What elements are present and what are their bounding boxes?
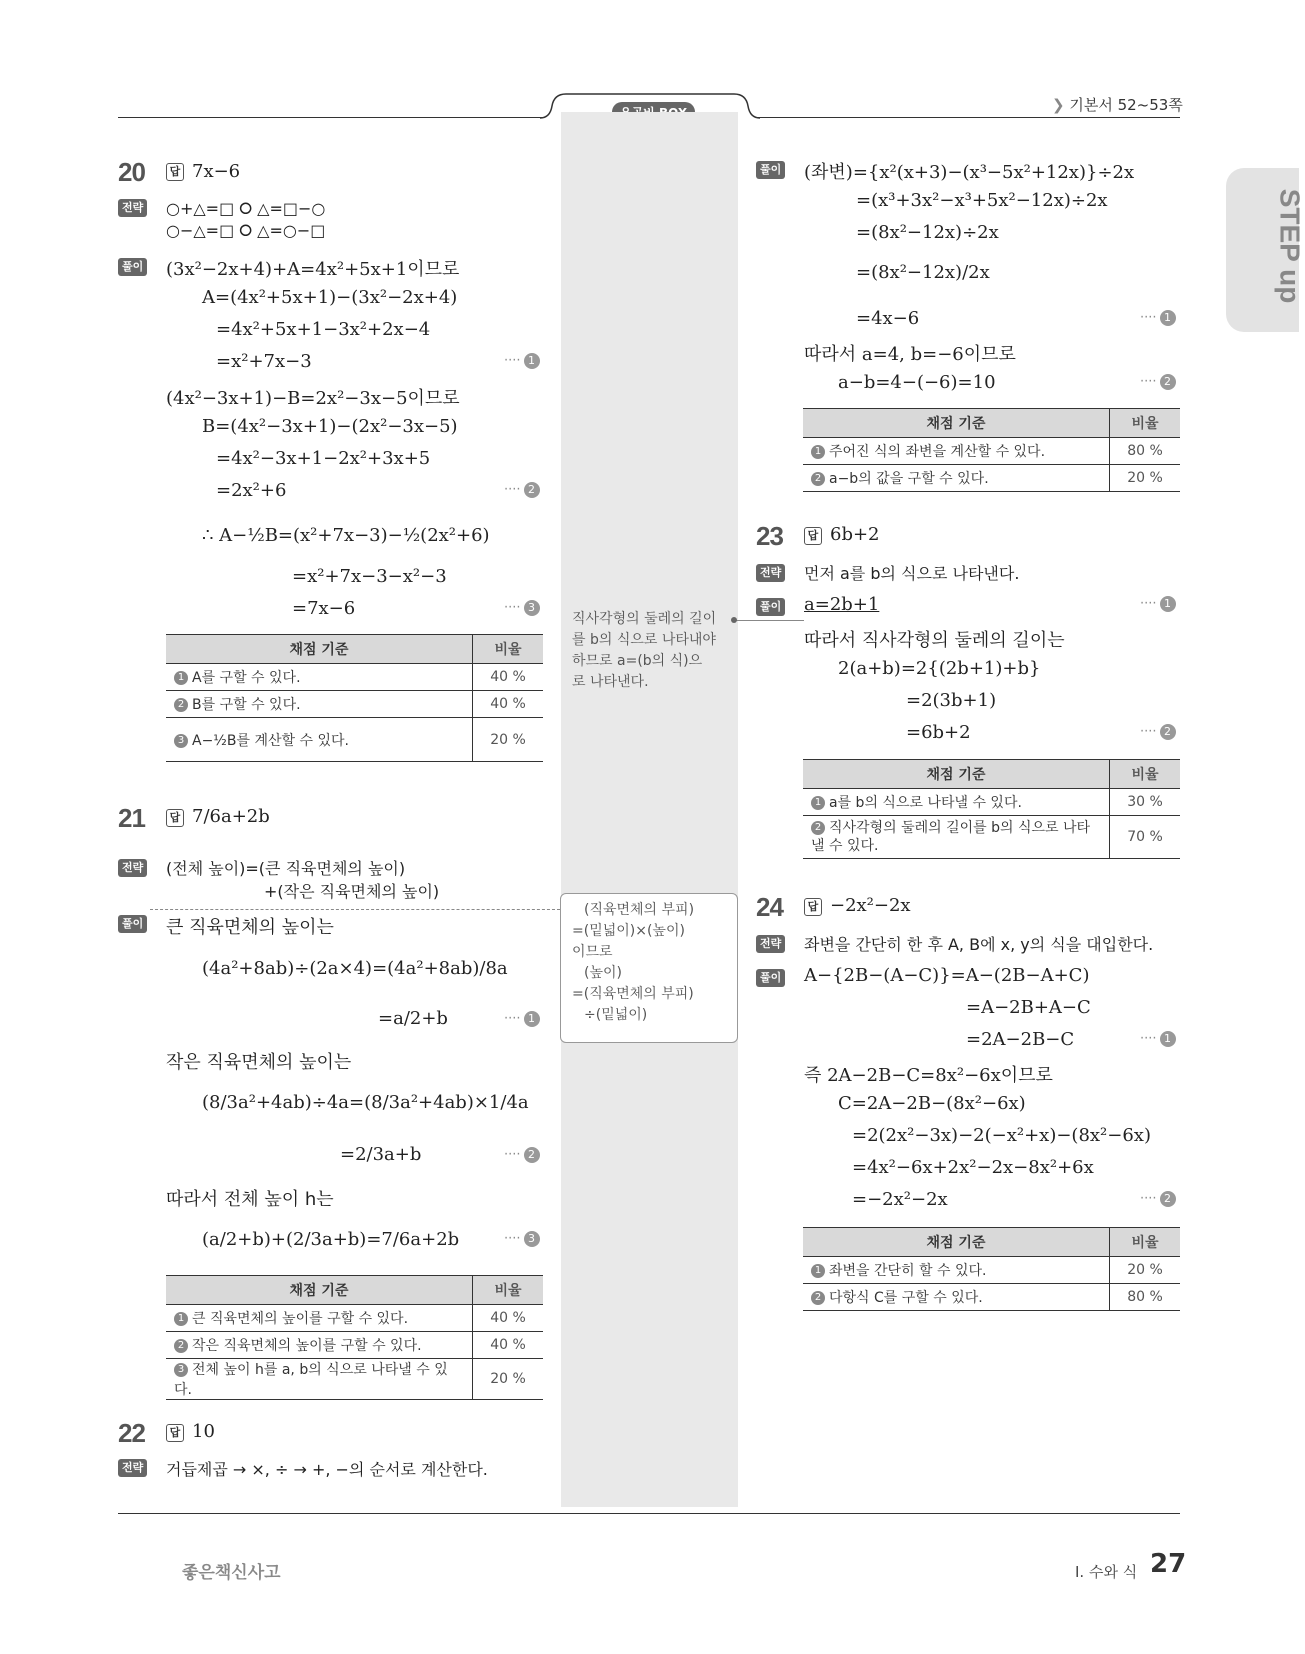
middle-sidebar xyxy=(561,112,738,1507)
sidebar-note: 직사각형의 둘레의 길이 를 b의 식으로 나타내야 하므로 a=(b의 식)으 로 나타낸다. xyxy=(572,611,717,690)
table-row: 2 직사각형의 둘레의 길이를 b의 식으로 나타낼 수 있다. 70 % xyxy=(803,816,1180,859)
solution-line: (좌변)={x²(x+3)−(x³−5x²+12x)}÷2x xyxy=(804,162,1135,183)
solution-line: =4x²+5x+1−3x²+2x−4 xyxy=(216,319,431,340)
solution-line: (4x²−3x+1)−B=2x²−3x−5이므로 xyxy=(166,388,460,409)
answer-badge: 답 xyxy=(804,898,822,916)
solution-line: A−{2B−(A−C)}=A−(2B−A+C) xyxy=(804,965,1090,986)
solution-line: (4a²+8ab)÷(2a×4)=(4a²+8ab)/8a xyxy=(202,958,508,979)
answer-text: 6b+2 xyxy=(830,524,880,545)
answer-badge: 답 xyxy=(166,809,184,827)
table-row: 1 주어진 식의 좌변을 계산할 수 있다. 80 % xyxy=(803,438,1180,465)
solution-line: =x²+7x−3−x²−3 xyxy=(292,566,447,587)
problem-number: 23 xyxy=(756,521,783,551)
table-row: 2 B를 구할 수 있다. 40 % xyxy=(166,691,543,718)
problem-number: 21 xyxy=(118,803,145,833)
note-dot-icon xyxy=(731,617,737,623)
chevron-right-icon: ❯ xyxy=(1052,96,1065,114)
table-row: 2 a−b의 값을 구할 수 있다. 20 % xyxy=(803,465,1180,492)
answer-badge: 답 xyxy=(166,163,184,181)
solution-line: 따라서 a=4, b=−6이므로 xyxy=(804,344,1016,365)
answer-text: 7/6a+2b xyxy=(192,806,270,827)
solution-line: =−2x²−2x xyxy=(852,1189,948,1210)
solution-line: =(8x²−12x)÷2x xyxy=(856,222,999,243)
answer-badge: 답 xyxy=(804,527,822,545)
step-up-label: STEP up xyxy=(1274,188,1305,304)
answer-text: 10 xyxy=(192,1421,215,1442)
step-marker: ···· 3 xyxy=(504,600,540,616)
table-row: 2 다항식 C를 구할 수 있다. 80 % xyxy=(803,1284,1180,1311)
table-row: 3 전체 높이 h를 a, b의 식으로 나타낼 수 있다. 20 % xyxy=(166,1359,543,1400)
solution-line: =(8x²−12x)/2x xyxy=(856,262,990,283)
solution-line: =2(3b+1) xyxy=(906,690,997,711)
ratio-header: 비율 xyxy=(1110,760,1181,789)
solution-line: =a/2+b xyxy=(378,1008,448,1029)
solution-line: =7x−6 xyxy=(292,598,356,619)
criteria-header: 채점 기준 xyxy=(166,635,473,664)
answer-text: 7x−6 xyxy=(192,161,241,182)
table-row: 1 A를 구할 수 있다. 40 % xyxy=(166,664,543,691)
note-connector xyxy=(734,620,804,621)
header-ref xyxy=(1052,94,1183,115)
solution-line: 작은 직육면체의 높이는 xyxy=(166,1052,352,1073)
ratio-header: 비율 xyxy=(473,1276,544,1305)
strategy-badge: 전략 xyxy=(118,859,147,877)
solution-badge: 풀이 xyxy=(756,598,785,616)
step-marker: ···· 2 xyxy=(1140,724,1176,740)
step-marker: ···· 1 xyxy=(504,353,540,369)
scoring-table xyxy=(803,408,1180,492)
solution-line: 2(a+b)=2{(2b+1)+b} xyxy=(838,658,1041,679)
solution-line: (3x²−2x+4)+A=4x²+5x+1이므로 xyxy=(166,259,460,280)
solution-line: a=2b+1 xyxy=(804,594,880,615)
step-marker: ···· 2 xyxy=(1140,374,1176,390)
table-row: 1 큰 직육면체의 높이를 구할 수 있다. 40 % xyxy=(166,1305,543,1332)
solution-line: B=(4x²−3x+1)−(2x²−3x−5) xyxy=(202,416,458,437)
table-row: 3 A−½B를 계산할 수 있다. 20 % xyxy=(166,718,543,762)
table-row: 1 좌변을 간단히 할 수 있다. 20 % xyxy=(803,1257,1180,1284)
problem-number: 20 xyxy=(118,157,145,187)
header-ref-text: 기본서 52~53쪽 xyxy=(1069,96,1183,114)
scoring-table xyxy=(166,1275,543,1400)
step-marker: ···· 1 xyxy=(1140,596,1176,612)
table-row: 1 a를 b의 식으로 나타낼 수 있다. 30 % xyxy=(803,789,1180,816)
solution-line: 즉 2A−2B−C=8x²−6x이므로 xyxy=(804,1065,1053,1086)
solution-line: (8/3a²+4ab)÷4a=(8/3a²+4ab)×1/4a xyxy=(202,1092,529,1113)
solution-line: =4x²−3x+1−2x²+3x+5 xyxy=(216,448,431,469)
criteria-header: 채점 기준 xyxy=(166,1276,473,1305)
ratio-header: 비율 xyxy=(1110,409,1181,438)
strategy-badge: 전략 xyxy=(756,564,785,582)
solution-line: =A−2B+A−C xyxy=(966,997,1091,1018)
strategy-line: 거듭제곱 → ×, ÷ → +, −의 순서로 계산한다. xyxy=(166,1460,488,1479)
solution-line: =4x²−6x+2x²−2x−8x²+6x xyxy=(852,1157,1094,1178)
criteria-header: 채점 기준 xyxy=(803,760,1110,789)
strategy-badge: 전략 xyxy=(118,1459,147,1477)
chapter-label: I. 수와 식 xyxy=(1075,1563,1138,1581)
strategy-line: ○−△=□ ⭘ △=○−□ xyxy=(166,221,326,240)
solution-badge: 풀이 xyxy=(118,258,147,276)
criteria-header: 채점 기준 xyxy=(803,1228,1110,1257)
problem-number: 24 xyxy=(756,892,783,922)
scoring-table xyxy=(166,634,543,762)
strategy-line: ○+△=□ ⭘ △=□−○ xyxy=(166,199,326,218)
ratio-header: 비율 xyxy=(473,635,544,664)
solution-line: =(x³+3x²−x³+5x²−12x)÷2x xyxy=(856,190,1108,211)
step-marker: ···· 1 xyxy=(1140,310,1176,326)
solution-line: =2x²+6 xyxy=(216,480,287,501)
strategy-line: +(작은 직육면체의 높이) xyxy=(264,882,440,901)
solution-line: A=(4x²+5x+1)−(3x²−2x+4) xyxy=(202,287,458,308)
sidebar-note: (직육면체의 부피) =(밑넓이)×(높이) 이므로 (높이) =(직육면체의 부피) ÷(밑넓이) xyxy=(572,902,695,1023)
solution-line: =2(2x²−3x)−2(−x²+x)−(8x²−6x) xyxy=(852,1125,1151,1146)
solution-line: a−b=4−(−6)=10 xyxy=(838,372,996,393)
answer-badge: 답 xyxy=(166,1424,184,1442)
scoring-table xyxy=(803,1227,1180,1311)
solution-line: =2/3a+b xyxy=(340,1144,422,1165)
strategy-line: 먼저 a를 b의 식으로 나타낸다. xyxy=(804,564,1020,583)
problem-number: 22 xyxy=(118,1418,145,1448)
solution-line: =6b+2 xyxy=(906,722,971,743)
solution-line: (a/2+b)+(2/3a+b)=7/6a+2b xyxy=(202,1229,460,1250)
step-marker: ···· 1 xyxy=(1140,1031,1176,1047)
solution-line: C=2A−2B−(8x²−6x) xyxy=(838,1093,1026,1114)
page-number: 27 xyxy=(1150,1549,1187,1579)
ratio-header: 비율 xyxy=(1110,1228,1181,1257)
step-marker: ···· 3 xyxy=(504,1231,540,1247)
step-marker: ···· 2 xyxy=(504,482,540,498)
step-marker: ···· 2 xyxy=(504,1147,540,1163)
brand-logo: 좋은책신사고 xyxy=(182,1563,281,1583)
solution-line: ∴ A−½B=(x²+7x−3)−½(2x²+6) xyxy=(202,525,490,546)
step-marker: ···· 1 xyxy=(504,1011,540,1027)
solution-line: =2A−2B−C xyxy=(966,1029,1075,1050)
solution-badge: 풀이 xyxy=(756,969,785,987)
scoring-table xyxy=(803,759,1180,859)
solution-badge: 풀이 xyxy=(118,915,147,933)
criteria-header: 채점 기준 xyxy=(803,409,1110,438)
strategy-line: 좌변을 간단히 한 후 A, B에 x, y의 식을 대입한다. xyxy=(804,935,1154,954)
dashed-divider xyxy=(150,909,560,910)
solution-line: =4x−6 xyxy=(856,308,920,329)
strategy-badge: 전략 xyxy=(756,935,785,953)
solution-line: 큰 직육면체의 높이는 xyxy=(166,917,334,938)
table-row: 2 작은 직육면체의 높이를 구할 수 있다. 40 % xyxy=(166,1332,543,1359)
strategy-line: (전체 높이)=(큰 직육면체의 높이) xyxy=(166,859,406,878)
solution-line: =x²+7x−3 xyxy=(216,351,312,372)
strategy-badge: 전략 xyxy=(118,199,147,217)
step-marker: ···· 2 xyxy=(1140,1191,1176,1207)
answer-text: −2x²−2x xyxy=(830,895,911,916)
solution-line: 따라서 직사각형의 둘레의 길이는 xyxy=(804,630,1065,651)
solution-line: 따라서 전체 높이 h는 xyxy=(166,1189,334,1210)
solution-badge: 풀이 xyxy=(756,161,785,179)
